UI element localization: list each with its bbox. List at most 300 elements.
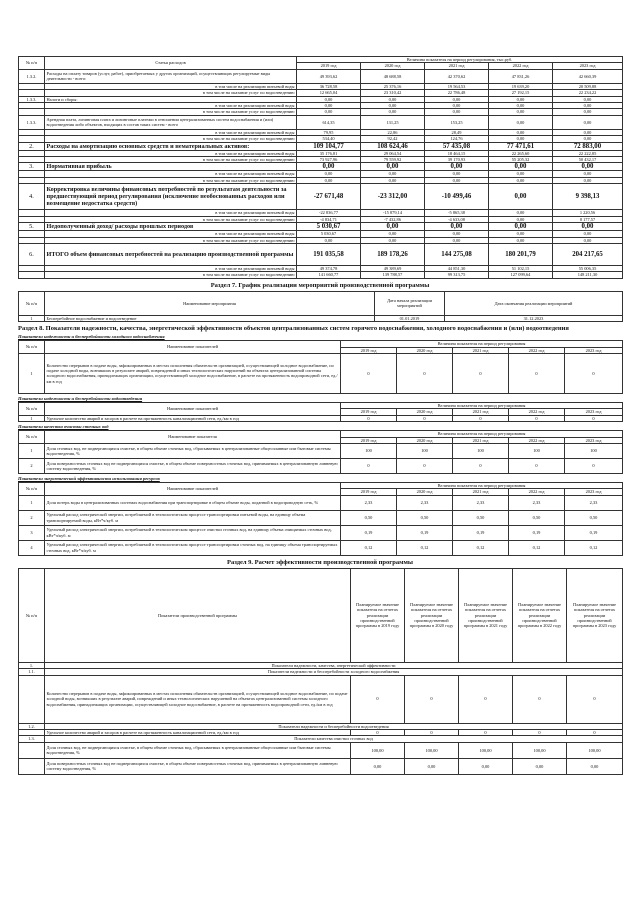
year-header: 2021 год [453,489,509,495]
row-value: -23 312,00 [361,184,425,210]
table-row [19,243,623,265]
row-value: 0 [397,353,453,393]
row-value: 204 217,65 [553,243,623,265]
row-value: 0,12 [397,540,453,555]
row-value: 55 205,32 [489,157,553,163]
col-name-header: Показатели производственной программы [45,568,351,662]
row-value: 0,00 [361,109,425,115]
schedule-header: Дата окончания реализации мероприятий [445,291,623,315]
year-header: 2021 год [453,409,509,415]
row-value: 0,00 [489,237,553,243]
table-row [19,69,623,83]
col-num-header: № п/п [19,341,45,354]
row-value: 100,00 [405,742,459,758]
row-value: 2,33 [453,495,509,510]
row-value: 534,40 [297,136,361,142]
row-number: 1.3.3. [19,115,45,129]
row-value: 0,00 [425,163,489,171]
row-value: 109 104,77 [297,142,361,150]
row-value: 0 [341,353,397,393]
table-row [19,415,623,421]
row-value: 100,00 [459,742,513,758]
row-number: 1 [19,353,45,393]
row-label: Доля поверхностных сточных вод не подвергающихся очистке, в общем объеме поверхностных сточных вод, принимаемых в централизованную ливневую систему водоотведения, % [45,458,341,473]
row-value: 8 177,57 [553,216,623,222]
col-num-header: № п/п [19,568,45,662]
row-value: 124,76 [425,136,489,142]
row-label: Арендная плата, лизинговая плата и лизинговые платежи в отношении централизованных систем водоснабжения и (или) водоотведения либо объектов, входящих в состав таких систем - всего [45,115,297,129]
row-value: 0,00 [297,171,361,177]
row-value: 100,00 [567,742,623,758]
table-row [19,115,623,129]
plan-year-header: Планируемое значение показателя на отчетах реализации производственной программы в 2023 году [567,568,623,662]
plan-year-header: Планируемое значение показателя на отчетах реализации производственной программы в 2022 году [513,568,567,662]
row-label: Количество перерывов в подаче воды, зафиксированных в местах исполнения обязательств организацией, осуществляющей холодное водоснабжение, по подаче холодной воды, возникших в результате аварий, повреждений и иных технологических нарушений на объектах централизованной системы холодного водоснабжения, принадлежащих организации, осуществляющей холодное водоснабжение, в расчете на протяженность водопроводной сети, ед./км в год [45,353,341,393]
row-value: 153,25 [425,115,489,129]
row-label: Недополученный доход/ расходы прошлых периодов [45,223,297,231]
row-value: 72 883,00 [553,142,623,150]
row-value: 0 [567,730,623,736]
row-value: 191 035,58 [297,243,361,265]
year-header: 2022 год [509,347,565,353]
row-label: ИТОГО объем финансовых потребностей на реализацию производственной программы [45,243,297,265]
col-num-header: № п/п [19,431,45,444]
row-value: 0,00 [489,210,553,216]
row-value: 0,00 [425,177,489,183]
row-value: 42 660,39 [553,69,623,83]
row-value: 189 178,26 [361,243,425,265]
row-value: 0 [453,353,509,393]
row-value: 100,00 [513,742,567,758]
row-value: 92,42 [361,136,425,142]
row-value: 0,00 [459,758,513,774]
row-value: 0,19 [397,525,453,540]
section-8-blocks [18,334,622,556]
row-value: 0,00 [425,237,489,243]
year-header: 2020 год [397,437,453,443]
year-header: 2022 год [509,437,565,443]
table-row [19,495,623,510]
row-value: 0,00 [425,109,489,115]
row-value: 0 [509,458,565,473]
row-value: 0,00 [405,758,459,774]
row-value: 0,00 [489,115,553,129]
row-value: 148 211,30 [553,272,623,278]
row-number: 1.1. [19,669,45,675]
schedule-cell: Бесперебойное водоснабжение и водоотведение [45,315,375,321]
row-value: 100 [397,443,453,458]
schedule-header: № п/п [19,291,45,315]
row-number: 3 [19,525,45,540]
section-7-title: Раздел 7. График реализации мероприятий производственной программы [210,281,430,289]
row-number: 1 [19,415,45,421]
row-value: 0,00 [489,184,553,210]
row-value: 0,00 [489,177,553,183]
row-number: 1.3. [19,736,45,742]
indicator-table [18,340,623,394]
row-value: 22 786,48 [425,90,489,96]
year-header: 2022 год [509,489,565,495]
row-value: 0,00 [553,129,623,135]
table-row [19,525,623,540]
table-row [19,272,623,278]
row-value: 20 509,88 [553,83,623,89]
row-label: Удельный расход электрической энергии, потребляемой в технологическом процессе очистки сточных вод, на единицу объема очищаемых сточных вод, кВт*ч/куб. м [45,525,341,540]
row-number: 2. [19,142,45,150]
year-header: 2019 год [341,489,397,495]
row-value: 29 064,54 [361,150,425,156]
row-value: 0,00 [351,758,405,774]
table-row [19,223,623,231]
row-label: в том числе на оказание услуг по водоотведению [45,237,297,243]
row-number: 1. [19,662,45,668]
row-value: 2,33 [565,495,623,510]
row-label: в том числе на реализацию питьевой воды [45,103,297,109]
row-value: 22 234,22 [553,90,623,96]
row-label: в том числе на реализацию питьевой воды [45,265,297,271]
row-value: 0,00 [361,96,425,102]
row-value: 0,00 [489,136,553,142]
row-label: Нормативная прибыль [45,163,297,171]
row-label: в том числе на реализацию питьевой воды [45,83,297,89]
row-value: 100 [565,443,623,458]
row-number: 5. [19,223,45,231]
row-value: 0,00 [361,231,425,237]
row-value: 0 [341,415,397,421]
row-label: в том числе на оказание услуг по водоотведению [45,90,297,96]
row-value: 0,00 [489,171,553,177]
row-value: 0,00 [425,103,489,109]
row-value: 0 [453,415,509,421]
table-row [19,163,623,171]
schedule-header: Наименование мероприятия [45,291,375,315]
row-value: 100,00 [351,742,405,758]
row-value: 22,86 [361,129,425,135]
row-value: 0,00 [553,231,623,237]
row-label: в том числе на реализацию питьевой воды [45,171,297,177]
row-value: 0,00 [553,223,623,231]
col-num-header: № п/п [19,57,45,70]
row-value: 0,12 [509,540,565,555]
row-label: Доля потерь воды в централизованных системах водоснабжения при транспортировке в общем объеме воды, поданной в водопроводную сеть, % [45,495,341,510]
row-value: 2,33 [397,495,453,510]
row-value: 0,50 [565,510,623,525]
row-value: 0 [351,675,405,723]
year-header: 2021 год [453,347,509,353]
row-number: 3. [19,163,45,171]
col-name-header: Статья расходов [45,57,297,70]
row-value: 100 [509,443,565,458]
year-header: 2022 год [509,409,565,415]
block-caption: Показатели качества очистки сточных вод [18,424,109,430]
row-value: 0,00 [361,177,425,183]
year-header: 2021 год [453,437,509,443]
row-value: 614,35 [297,115,361,129]
row-value: 0,00 [489,103,553,109]
row-label: в том числе на реализацию питьевой воды [45,129,297,135]
row-value: 0,50 [397,510,453,525]
row-value: 57 435,08 [425,142,489,150]
row-value: 0,12 [453,540,509,555]
row-value: 19 564,53 [425,83,489,89]
row-value: 50 432,17 [553,157,623,163]
row-value: 99 313,75 [425,272,489,278]
row-value: -7 432,86 [361,216,425,222]
row-number [19,742,45,758]
row-value: 0,12 [565,540,623,555]
row-number: 1 [19,495,45,510]
row-value: 0,00 [489,216,553,222]
table-row [19,540,623,555]
row-value: 0 [405,730,459,736]
row-value: 77 471,61 [489,142,553,150]
row-value: 0,00 [361,237,425,243]
table-row [19,458,623,473]
row-value: 0 [397,415,453,421]
row-value: 141 660,77 [297,272,361,278]
col-name-header: Наименование показателей [45,341,341,354]
row-value: 0 [565,353,623,393]
row-value: 0 [405,675,459,723]
row-value: 0,00 [553,163,623,171]
row-value: 0,00 [361,171,425,177]
block-caption: Показатели надежности и бесперебойности холодного водоснабжения [18,334,165,340]
row-value: -4 633,08 [425,216,489,222]
year-header: 2019 год [341,347,397,353]
period-header: Величина показателя на период регулирования, тыс.руб. [297,57,623,63]
section-8-title: Раздел 8. Показатели надежности, качества, энергетической эффективности объектов централизованных систем горячего водоснабжения, холодного водоснабжения и (или) водоотведения [18,325,569,333]
row-value: 0,00 [297,103,361,109]
row-value: 0,00 [553,115,623,129]
row-value: 0 [513,730,567,736]
row-value: 0,12 [341,540,397,555]
row-value: 0,00 [425,171,489,177]
row-value: 0,00 [553,171,623,177]
row-value: 0,00 [425,231,489,237]
row-value: 100 [341,443,397,458]
row-value: 51 102,15 [489,265,553,271]
row-value: 0,00 [297,109,361,115]
col-num-header: № п/п [19,402,45,415]
year-header: 2023 год [565,437,623,443]
row-value: 0,00 [361,103,425,109]
row-value: 0,00 [489,163,553,171]
col-num-header: № п/п [19,482,45,495]
year-header: 2019 год [341,437,397,443]
block-caption: Показатели энергетической эффективности использования ресурсов [18,475,160,481]
row-label: Доля сточных вод, не подвергающихся очистке, в общем объеме сточных вод, сбрасываемых в централизованные общесплавные или бытовые системы водоотведения, % [45,443,341,458]
row-number: 6. [19,243,45,265]
row-label: в том числе на оказание услуг по водоотведению [45,136,297,142]
table-row [19,758,623,774]
row-number: 1.3.3. [19,96,45,102]
row-value: 79,95 [297,129,361,135]
row-number: 4 [19,540,45,555]
table-row [19,742,623,758]
row-value: 0,19 [341,525,397,540]
row-label: в том числе на реализацию питьевой воды [45,150,297,156]
row-value: 131,25 [361,115,425,129]
year-header: 2023 год [565,409,623,415]
row-value: 0,00 [489,96,553,102]
row-value: 22 265,60 [489,150,553,156]
row-value: 0,00 [489,223,553,231]
row-label: Доля поверхностных сточных вод не подвергающихся очистке, в общем объеме поверхностных сточных вод, принимаемых в централизованную ливневую систему водоотведения, % [45,758,351,774]
row-value: -10 499,46 [425,184,489,210]
row-value: 0 [565,415,623,421]
row-value: 0,19 [509,525,565,540]
row-value: 5 030,67 [297,223,361,231]
row-value: 55 006,35 [553,265,623,271]
row-value: -4 834,71 [297,216,361,222]
efficiency-table [18,568,623,775]
row-value: 9 398,13 [553,184,623,210]
row-value: 0,00 [489,109,553,115]
row-value: 47 831,26 [489,69,553,83]
col-name-header: Наименование показателей [45,482,341,495]
schedule-cell: 1 [19,315,45,321]
indicator-table [18,402,623,422]
row-label: в том числе на оказание услуг по водоотведению [45,157,297,163]
period-header: Величина показателя на период регулирования [341,431,623,437]
row-value: 0 [567,675,623,723]
row-value: 0,00 [553,103,623,109]
row-value: 73 927,96 [297,157,361,163]
year-header: 2022 год [489,63,553,69]
row-value: 0 [513,675,567,723]
row-value: 42 370,62 [425,69,489,83]
row-value: 0 [341,458,397,473]
row-value: 49 393,62 [297,69,361,83]
row-value: 23 310,42 [361,90,425,96]
row-label: Налоги и сборы: [45,96,297,102]
row-value: 0,00 [489,129,553,135]
table-row [19,443,623,458]
row-label: Количество перерывов в подаче воды, зафиксированных в местах исполнения обязательств организацией, осуществляющей холодное водоснабжение, по подаче холодной воды, возникших в результате аварий, повреждений и иных технологических нарушений на объектах централизованной системы холодного водоснабжения, принадлежащих организации, осуществляющей холодное водоснабжение, в расчете на протяженность водопроводной сети, ед./км в год [45,675,351,723]
row-value: 44 851,30 [425,265,489,271]
row-value: 180 201,79 [489,243,553,265]
row-value: 0,00 [297,237,361,243]
year-header: 2021 год [425,63,489,69]
row-value: 79 559,92 [361,157,425,163]
year-header: 2023 год [553,63,623,69]
row-value: 35 176,81 [297,150,361,156]
schedule-table [18,291,623,322]
document-page [18,0,622,775]
row-value: 127 099,64 [489,272,553,278]
row-value: -22 836,77 [297,210,361,216]
row-label: Расходы на амортизацию основных средств и нематериальных активов: [45,142,297,150]
row-value: 0,00 [513,758,567,774]
row-value: 0,19 [565,525,623,540]
row-value: 0 [453,458,509,473]
row-value: 27 192,15 [489,90,553,96]
row-value: -5 865,38 [425,210,489,216]
row-label: Удельный расход электрической энергии, потребляемой в технологическом процессе транспортировки сточных вод, на единицу объема транспортируемых сточных вод, кВт*ч/куб. м [45,540,341,555]
row-value: 0 [565,458,623,473]
row-label: в том числе на оказание услуг по водоотведению [45,272,297,278]
row-value: 5 030,67 [297,231,361,237]
row-value: 144 275,08 [425,243,489,265]
row-number: 1.3.2. [19,69,45,83]
col-name-header: Наименование показателей [45,402,341,415]
row-label: Корректировка величины финансовых потребностей по результатам деятельности за предшествующий период регулирования (исключение необоснованных расходов или возмещение недостатка средств) [45,184,297,210]
row-value: 49 389,69 [361,265,425,271]
row-label: Удельное количество аварий и засоров в расчете на протяженность канализационной сети, ед./км в год [45,730,351,736]
table-row [19,142,623,150]
row-value: 18 464,15 [425,150,489,156]
period-header: Величина показателя на период регулирования [341,341,623,347]
row-value: 0 [509,415,565,421]
row-value: 0,00 [553,109,623,115]
schedule-cell: 31.12.2023 [445,315,623,321]
year-header: 2019 год [297,63,361,69]
plan-year-header: Планируемое значение показателя на отчетах реализации производственной программы в 2021 году [459,568,513,662]
row-number [19,675,45,723]
row-value: 0 [459,675,513,723]
row-value: 0 [509,353,565,393]
row-value: 25 376,16 [361,83,425,89]
row-value: 22 222,85 [553,150,623,156]
row-value: 0,00 [553,96,623,102]
row-value: -15 879,14 [361,210,425,216]
row-value: 49 374,78 [297,265,361,271]
row-value: 0,19 [453,525,509,540]
indicator-table [18,430,623,474]
year-header: 2023 год [565,489,623,495]
row-value: 139 788,57 [361,272,425,278]
row-number: 4. [19,184,45,210]
year-header: 2023 год [565,347,623,353]
row-label: Расходы на оплату товаров (услуг, работ), приобретаемых у других организаций, осуществляющих регулируемые виды деятельности - всего: [45,69,297,83]
row-value: 48 688,58 [361,69,425,83]
indicator-table [18,482,623,556]
table-row [19,353,623,393]
year-header: 2020 год [397,409,453,415]
row-label: Удельное количество аварий и засоров в расчете на протяженность канализационной сети, ед./км в год [45,415,341,421]
table-row [19,675,623,723]
row-value: 0,00 [297,163,361,171]
row-value: 2,33 [509,495,565,510]
row-value: 0,00 [425,223,489,231]
row-value: 39 170,93 [425,157,489,163]
row-value: 100 [453,443,509,458]
row-value: 0,00 [297,96,361,102]
row-label: Удельный расход электрической энергии, потребляемой в технологическом процессе транспортировки питьевой воды, на единицу объема транспортируемой воды, кВт*ч/куб. м [45,510,341,525]
col-name-header: Наименование показателя [45,431,341,444]
year-header: 2020 год [397,347,453,353]
row-value: 0,50 [453,510,509,525]
row-value: 0,00 [553,237,623,243]
schedule-cell: 01.01.2019 [375,315,445,321]
section-9-title: Раздел 9. Расчет эффективности производственной программы [226,558,413,566]
row-value: 0 [351,730,405,736]
row-value: 2,33 [341,495,397,510]
row-label: Доля сточных вод, не подвергающихся очистке, в общем объеме сточных вод, сбрасываемых в централизованные общесплавные или бытовые системы водоотведения, % [45,742,351,758]
row-value: 0 [397,458,453,473]
group-header: Показатели надежности, качества, энергетической эффективности [45,662,623,668]
row-value: 0,00 [361,223,425,231]
row-number: 1 [19,443,45,458]
period-header: Величина показателя на период регулирования [341,482,623,488]
table-row [19,510,623,525]
row-value: 1 220,56 [553,210,623,216]
row-value: 0,00 [297,177,361,183]
row-value: 36 728,58 [297,83,361,89]
plan-year-header: Планируемое значение показателя на отчетах реализации производственной программы в 2019 году [351,568,405,662]
year-header: 2020 год [397,489,453,495]
table-row [19,184,623,210]
